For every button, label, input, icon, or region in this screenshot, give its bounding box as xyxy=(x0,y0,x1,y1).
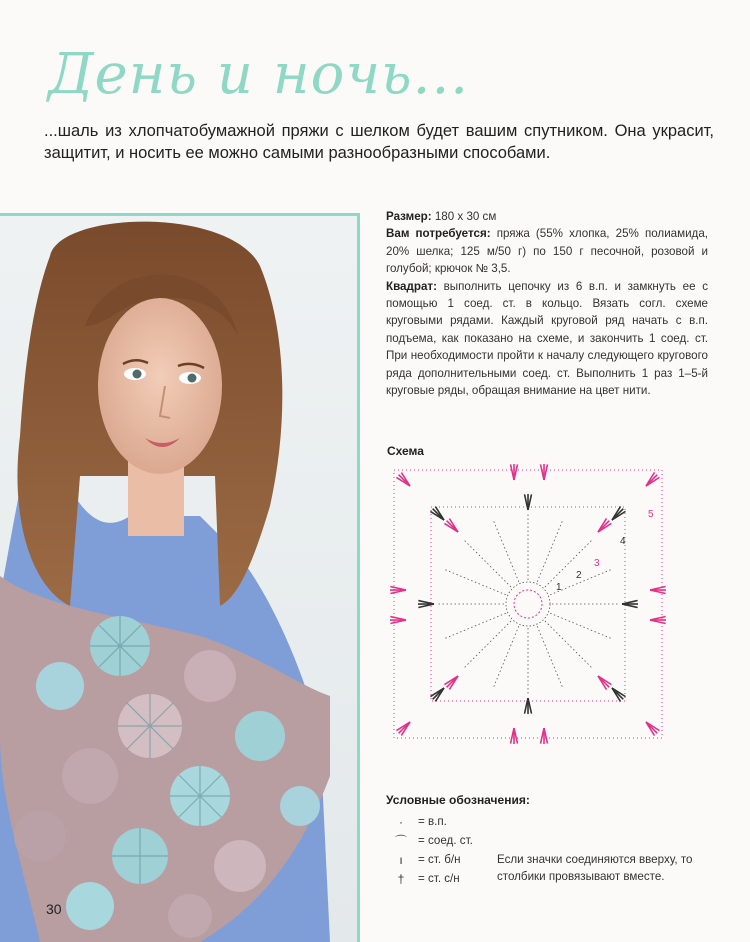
chain-ray xyxy=(463,621,511,669)
row-number-2: 2 xyxy=(576,570,582,581)
row-number-1: 1 xyxy=(556,582,562,593)
instructions xyxy=(386,208,708,399)
chain-ray xyxy=(545,621,593,669)
page-number: 30 xyxy=(46,901,62,917)
double-crochet-symbol: † xyxy=(397,871,405,886)
size-label: Размер: xyxy=(386,210,432,223)
model-photo xyxy=(0,213,360,942)
slip-stitch-symbol: ⌒ xyxy=(394,834,407,848)
legend-item-slip xyxy=(392,831,473,850)
legend-text: = в.п. xyxy=(418,815,447,828)
materials-label: Вам потребуется: xyxy=(386,227,491,241)
crochet-diagram xyxy=(386,462,676,757)
article-title: День и ночь... xyxy=(48,42,470,107)
legend-note: Если значки соединяются вверху, то столбики провязывают вместе. xyxy=(497,853,693,883)
square-label: Квадрат: xyxy=(386,279,437,293)
legend-text: = ст. с/н xyxy=(418,872,460,885)
chain-stitch-symbol: · xyxy=(399,814,403,829)
legend-text: = соед. ст. xyxy=(418,834,473,847)
size-value: 180 х 30 см xyxy=(434,210,497,223)
schema-label: Схема xyxy=(387,444,424,458)
chain-ray xyxy=(463,539,511,587)
legend-title: Условные обозначения: xyxy=(386,793,530,807)
legend-item-chain xyxy=(392,812,473,831)
single-crochet-symbol: ı xyxy=(399,852,403,867)
row-number-3: 3 xyxy=(594,558,600,569)
square-line xyxy=(386,278,708,400)
materials-line xyxy=(386,225,708,277)
legend-item-dc xyxy=(392,869,473,888)
row-number-4: 4 xyxy=(620,536,626,547)
chain-ray xyxy=(545,539,593,587)
legend xyxy=(392,812,473,888)
square-value: выполнить цепочку из 6 в.п. и замкнуть ее с помощью 1 соед. ст. в кольцо. Вязать согл. схеме круговыми рядами. Каждый круговой ряд начать с в.п. подъема, как показано на схеме, и закончить 1 соед. ст. При необходимости пройти к началу следующего кругового ряда дополнительными соед. ст. Выполнить 1 раз 1–5-й круговые ряды, обращая внимание на цвет нити. xyxy=(386,279,708,398)
legend-item-sc xyxy=(392,850,473,869)
legend-text: = ст. б/н xyxy=(418,853,461,866)
row-number-5: 5 xyxy=(648,509,654,520)
size-line xyxy=(386,208,708,225)
materials-value: пряжа (55% хлопка, 25% полиамида, 20% шелка; 125 м/50 г) по 150 г песочной, розовой и голубой; крючок № 3,5. xyxy=(386,227,708,276)
intro-text: ...шаль из хлопчатобумажной пряжи с шелком будет вашим спутником. Она украсит, защитит, и носить ее можно самыми разнообразными способами. xyxy=(44,122,714,162)
